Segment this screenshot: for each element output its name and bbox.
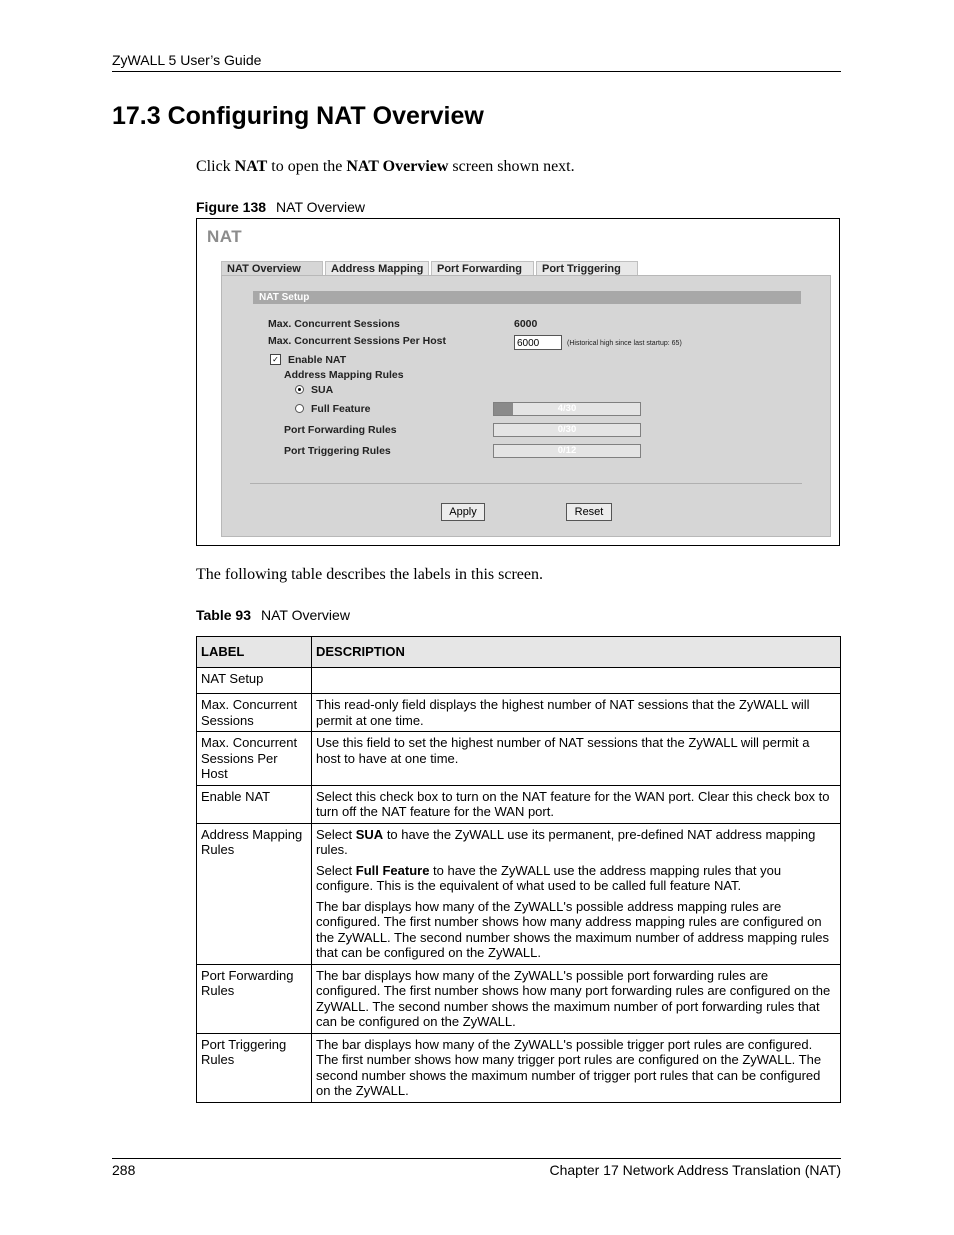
address-bar-description: The bar displays how many of the ZyWALL's possible address mapping rules are configured. The first number shows how many address mapping rules are configured on the ZyWALL. The second number shows the maximum number of address mapping rules that can be configured on the ZyWALL. <box>316 898 830 960</box>
address-mapping-bar-text: 4/30 <box>557 403 577 414</box>
max-per-host-input[interactable]: 6000 <box>514 335 562 350</box>
port-triggering-usage-bar <box>493 444 641 458</box>
address-mapping-usage-bar <box>493 402 641 416</box>
full-feature-label: Full Feature <box>311 403 371 415</box>
apply-button[interactable]: Apply <box>441 503 485 521</box>
row-label: Address Mapping Rules <box>197 823 312 964</box>
sua-label: SUA <box>311 384 334 396</box>
row-description <box>312 668 841 694</box>
row-label: Max. Concurrent Sessions <box>197 694 312 732</box>
port-forwarding-usage-bar <box>493 423 641 437</box>
row-label: Max. Concurrent Sessions Per Host <box>197 732 312 786</box>
header-label: LABEL <box>197 637 312 668</box>
page-number: 288 <box>112 1162 136 1178</box>
label-description-table <box>196 636 841 1103</box>
max-sessions-value: 6000 <box>514 318 538 330</box>
row-label: Port Triggering Rules <box>197 1033 312 1102</box>
row-label: NAT Setup <box>197 668 312 694</box>
row-description: Use this field to set the highest number of NAT sessions that the ZyWALL will permit a host to have at one time. <box>312 732 841 786</box>
max-sessions-label: Max. Concurrent Sessions <box>268 318 400 330</box>
figure-caption: Figure 138 NAT Overview <box>196 199 365 215</box>
row-description: Select this check box to turn on the NAT feature for the WAN port. Clear this check box to turn off the NAT feature for the WAN port. <box>312 785 841 823</box>
following-paragraph: The following table describes the labels in this screen. <box>196 566 544 583</box>
chapter-title: Chapter 17 Network Address Translation (NAT) <box>549 1162 841 1178</box>
table-row <box>197 668 841 694</box>
nat-setup-bar: NAT Setup <box>253 291 801 304</box>
tab-address-mapping[interactable]: Address Mapping <box>325 261 429 276</box>
table-row <box>197 694 841 732</box>
footer-rule <box>112 1158 841 1159</box>
full-feature-radio[interactable] <box>295 404 304 413</box>
table-row <box>197 1033 841 1102</box>
enable-nat-label: Enable NAT <box>288 354 347 366</box>
historical-high-hint: (Historical high since last startup: 65) <box>567 340 682 347</box>
header-description: DESCRIPTION <box>312 637 841 668</box>
tab-port-triggering[interactable]: Port Triggering <box>536 261 638 276</box>
sua-radio[interactable] <box>295 385 304 394</box>
tab-port-forwarding[interactable]: Port Forwarding <box>431 261 534 276</box>
tab-nat-overview[interactable]: NAT Overview <box>221 261 323 276</box>
screen-title: NAT <box>207 227 243 246</box>
port-triggering-bar-text: 0/12 <box>557 445 577 456</box>
row-label: Enable NAT <box>197 785 312 823</box>
reset-button[interactable]: Reset <box>566 503 612 521</box>
row-description <box>312 823 841 964</box>
intro-paragraph: Click NAT to open the NAT Overview screen shown next. <box>196 158 575 175</box>
port-forwarding-bar-text: 0/30 <box>557 424 577 435</box>
table-header-row <box>197 637 841 668</box>
nat-overview-screenshot <box>196 218 840 546</box>
table-row <box>197 823 841 964</box>
tab-bar <box>221 261 640 276</box>
section-title: 17.3 Configuring NAT Overview <box>112 102 484 130</box>
port-forwarding-label: Port Forwarding Rules <box>284 424 397 436</box>
enable-nat-checkbox[interactable]: ✓ <box>270 354 281 365</box>
max-per-host-label: Max. Concurrent Sessions Per Host <box>268 335 446 347</box>
row-description: This read-only field displays the highest number of NAT sessions that the ZyWALL will permit at one time. <box>312 694 841 732</box>
row-description: The bar displays how many of the ZyWALL's possible port forwarding rules are configured. The first number shows how many port forwarding rules are configured on the ZyWALL. The second number shows the maximum number of port forwarding rules that can be configured on the ZyWALL. <box>312 964 841 1033</box>
table-row <box>197 785 841 823</box>
address-mapping-label: Address Mapping Rules <box>284 369 404 381</box>
running-header: ZyWALL 5 User’s Guide <box>112 52 262 68</box>
panel-separator <box>250 483 802 484</box>
table-caption: Table 93 NAT Overview <box>196 607 350 623</box>
port-triggering-label: Port Triggering Rules <box>284 445 391 457</box>
table-row <box>197 964 841 1033</box>
row-label: Port Forwarding Rules <box>197 964 312 1033</box>
full-feature-description: Select Full Feature to have the ZyWALL use the address mapping rules that you configure. This is the equivalent of what used to be called full feature NAT. <box>316 862 782 893</box>
table-row <box>197 732 841 786</box>
nat-setup-panel <box>221 275 831 537</box>
header-rule <box>112 71 841 72</box>
sua-description: Select SUA to have the ZyWALL use its permanent, pre-defined NAT address mapping rules. <box>316 826 816 857</box>
row-description: The bar displays how many of the ZyWALL's possible trigger port rules are configured. The first number shows how many trigger port rules are configured on the ZyWALL. The second number shows the maximum number of trigger port rules that can be configured on the ZyWALL. <box>312 1033 841 1102</box>
